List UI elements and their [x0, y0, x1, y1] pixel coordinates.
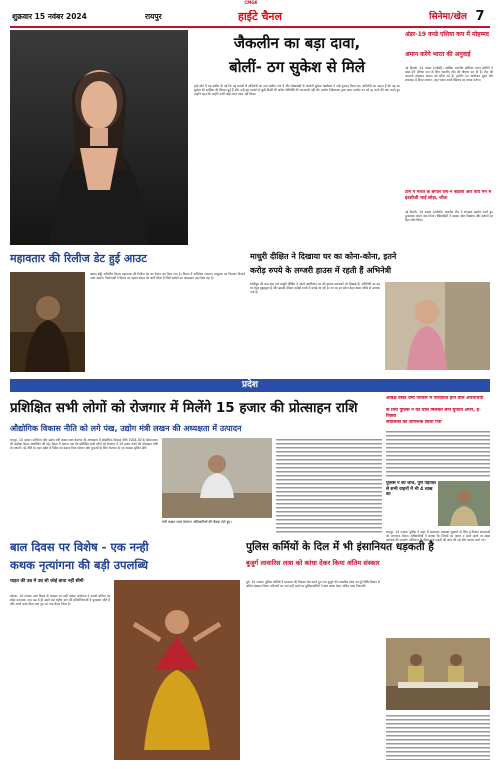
right-headline-2: के लिए पुलिस ने की चालें मिलकर बना चुनौती अपने, ई-रिक्शा — [386, 408, 481, 419]
right-headline-1: आवक्ष वसंत धर्मों परिवार में परिवर्तित होने वाले अपराधियों — [386, 396, 484, 401]
madhuri-headline-2: करोड़ रुपये के लग्जरी हाउस में रहती हैं अभिनेत्री — [250, 266, 392, 275]
cricket-headline-2: अमान करेंगे भारत की अगुवाई — [405, 51, 471, 58]
right-body: रायपुर, 14 नवंबर। पुलिस ने शहर में यातायात व्यवस्था सुधारने के लिए ई-रिक्शा संचालकों को जागरूक किया। अधिकारियों ने बताया कि नियमों का पालन न करने वालों पर सख्त कार्रवाई की जाएगी। अभियान के दौरान कई वाहनों की जांच की गई और चालान काटे गए। — [386, 530, 490, 542]
date-label: शुक्रवार 15 नवंबर 2024 — [12, 12, 87, 21]
police-photo — [386, 638, 490, 710]
article-2-body: नई दिल्ली, 14 नवंबर (एजेंसी)। भारतीय टीम ने शानदार प्रदर्शन करते हुए मुकाबला अपने नाम किया। खिलाड़ियों ने दमदार खेल दिखाया और दर्शकों का दिल जीत लिया। — [405, 210, 493, 222]
movie-headline: महावतार की रिलीज डेट हुई आउट — [10, 252, 147, 265]
lead-photo — [10, 30, 188, 245]
section-band — [10, 379, 490, 392]
madhuri-body: बॉलीवुड की धक-धक गर्ल माधुरी दीक्षित ने अपने आलीशान घर की झलक प्रशंसकों को दिखाई है। अभिनेत्री का यह घर बेहद खूबसूरत है और इसकी कीमत करोड़ों रुपये में बताई जा रही है। घर का हर कोना बेहद खास तरीके से सजाया गया है। — [250, 282, 380, 294]
section-band-label: प्रदेश — [241, 380, 259, 390]
masthead-bar — [10, 8, 490, 28]
madhuri-photo — [385, 282, 490, 370]
lead-story — [10, 30, 400, 245]
police-body: दुर्ग, 14 नवंबर। पुलिस कर्मियों ने मानवता की मिसाल पेश करते हुए एक बुजुर्ग की लावारिस लाश का पूरे विधि-विधान से अंतिम संस्कार किया। परिजनों का पता नहीं चलने पर पुलिसकर्मियों ने स्वयं कांधा देकर अंतिम यात्रा निकाली। — [246, 580, 380, 588]
movie-story — [10, 250, 245, 375]
city-label: रायपुर — [145, 12, 162, 21]
brand-logo: हाईटे चैनल — [237, 10, 282, 23]
right-headline-3: संचालकों को जागरूक किया गया — [386, 420, 442, 425]
dance-headline-2: कथक नृत्यांगना की बड़ी उपलब्धि — [10, 558, 149, 572]
police-headline-1: पुलिस कर्मियों के दिल में भी इंसानियत धड़कती है — [246, 541, 434, 553]
police-headline-2: बुजुर्ग लावारिस लाश को कांधा देकर किया अंतिम संस्कार — [246, 559, 380, 567]
lead-headline-2: बोलीं- ठग सुकेश से मिले — [229, 58, 365, 76]
cricket-headline-1: अंडर-19 वनडे एशिया कप में मोहम्मद — [405, 31, 489, 38]
main-headline: प्रशिक्षित सभी लोगों को रोजगार में मिलेंगे 15 हजार की प्रोत्साहन राशि — [10, 400, 358, 416]
movie-body: ऋषभ शेट्टी अभिनीत फिल्म महावतार की रिलीज डेट का ऐलान कर दिया गया है। फिल्म में अभिनेता भगवान परशुराम का किरदार निभाते नजर आएंगे। निर्माताओं ने फिल्म का पहला पोस्टर भी जारी किया है जिसे दर्शकों का जबरदस्त प्यार मिल रहा है। — [90, 272, 245, 280]
registration-tag: CMGK — [244, 0, 258, 5]
madhuri-story — [250, 250, 490, 375]
main-body: रायपुर, 14 नवंबर। वाणिज्य और उद्योग मंत्री लखन लाल देवांगन की अध्यक्षता में औद्योगिक विकास नीति 2024-30 के क्रियान्वयन की समीक्षा बैठक आयोजित की गई। बैठक में बताया गया कि प्रशिक्षित सभी लोगों को रोजगार में 15 हजार रुपये की प्रोत्साहन राशि दी जाएगी। नई नीति के तहत प्रदेश में निवेश को बढ़ावा दिया जाएगा और युवाओं के लिए रोजगार के नए अवसर सृजित होंगे। — [10, 438, 158, 450]
cricket-body: नई दिल्ली, 14 नवंबर (एजेंसी)। अखिल भारतीय सीनियर चयन समिति ने अंडर-19 एशिया कप के लिए भारतीय टीम की घोषणा कर दी है। टीम की कप्तानी मोहम्मद अमान को सौंपी गई है। टूर्नामेंट का आयोजन दुबई और शारजाह में किया जाएगा, जहां भारत अपने खिताब का बचाव करेगा। — [405, 66, 493, 82]
right-subhead: पुलिस ने की जांच, पुरी पड़ताल से सभी वाहनों में भी 4 लाख का — [386, 481, 436, 498]
movie-poster — [10, 272, 85, 372]
police-story — [246, 538, 490, 763]
right-text-top — [386, 430, 490, 478]
lead-body: हाई कोर्ट में यह दलील दी गई कि यह मामले में अभिनेत्री का नाम घसीटा गया है और धोखाधड़ी के आरोपी सुकेश चंद्रशेखर ने उन्हें गुमराह किया था। अभिनेत्री का कहना है कि वह ठग सुकेश की साज़िश की शिकार हुई हैं और उन्हें इस मामले से जुड़ी किसी भी अवैध गतिविधि की जानकारी नहीं थी। प्रवर्तन निदेशालय द्वारा दायर आरोप पत्र को रद्द करने की मांग करते हुए उन्होंने कहा कि उन्होंने कभी कोई गलत काम नहीं किया। — [194, 84, 400, 96]
dance-photo — [114, 580, 240, 760]
cricket-story — [405, 30, 493, 245]
main-photo — [162, 438, 272, 518]
main-subhead: औद्योगिक विकास नीति को लगे पंख, उद्योग मंत्री लखन की अध्यक्षता में उत्पादन — [10, 424, 242, 433]
police-text-column — [386, 714, 490, 760]
main-story — [10, 396, 382, 534]
dance-story — [10, 538, 240, 763]
main-text-column — [276, 438, 382, 534]
lead-headline-1: जैकलीन का बड़ा दावा, — [233, 34, 361, 52]
madhuri-headline-1: माधुरी दीक्षित ने दिखाया घर का कोना-कोना, इतने — [250, 252, 397, 261]
main-photo-caption: मंत्री लखन लाल देवांगन अधिकारियों की बैठक लेते हुए। — [162, 520, 232, 524]
dance-subhead: चाहत की उम्र में उम्र सी कोई बाधा नहीं सीमी — [10, 579, 84, 584]
page-number: 7 — [475, 9, 485, 24]
dance-headline-1: बाल दिवस पर विशेष - एक नन्ही — [10, 540, 149, 554]
dance-body: कोरबा, 14 नवंबर। बाल दिवस के अवसर पर नन्ही कथक नृत्यांगना ने अपनी प्रतिभा का लोहा मनवाया। कम उम्र में ही उसने कई राष्ट्रीय स्तर की प्रतियोगिताओं में पुरस्कार जीते हैं और अपने माता-पिता तथा गुरु का नाम रोशन किया है। — [10, 594, 110, 606]
article-2-headline: टीम ने मारत के बंगाल एस-ने बहाली और वाये मेन में इंडसीजी भाई छोड़ा, जीता — [405, 190, 492, 201]
right-photo — [438, 481, 490, 526]
section-label: सिनेमा/खेल — [429, 12, 467, 22]
